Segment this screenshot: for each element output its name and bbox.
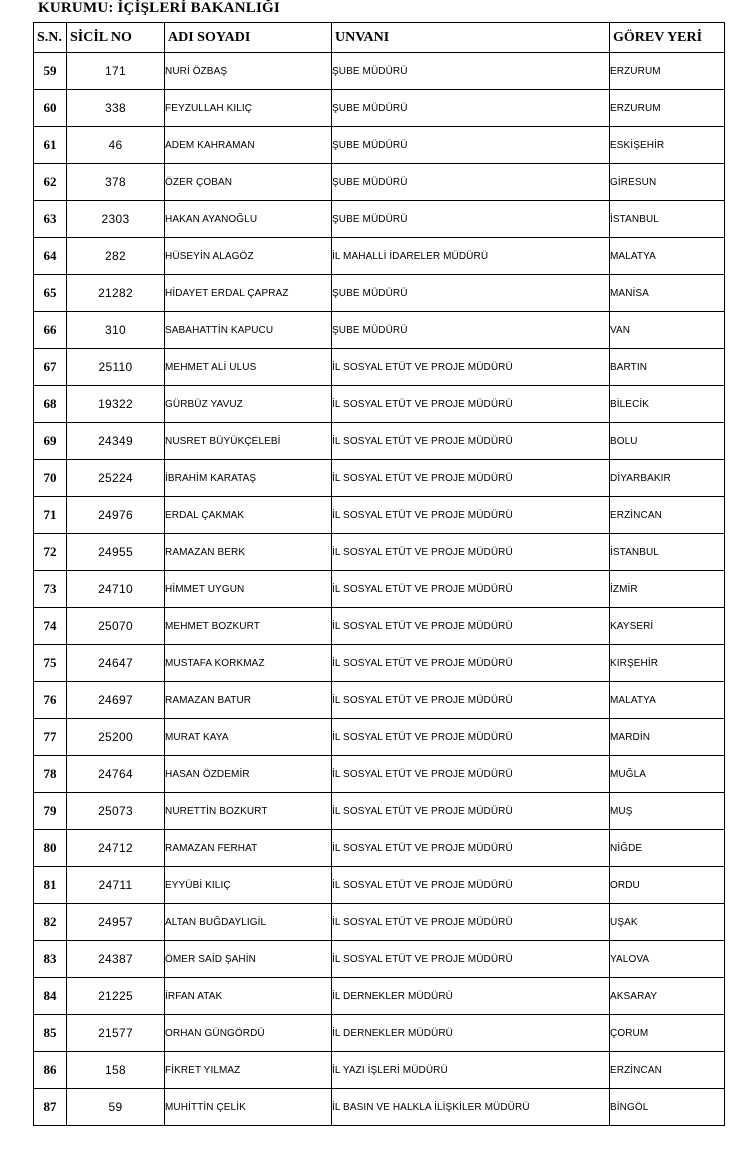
cell-sn: 70 xyxy=(34,460,67,497)
table-row xyxy=(34,534,725,571)
cell-adi-soyadi: NURETTİN BOZKURT xyxy=(165,793,332,830)
cell-sicil-no: 25224 xyxy=(67,460,165,497)
cell-adi-soyadi: HİDAYET ERDAL ÇAPRAZ xyxy=(165,275,332,312)
cell-gorev-yeri: ORDU xyxy=(610,867,725,904)
document-title: KURUMU: İÇİŞLERİ BAKANLIĞI xyxy=(38,0,280,16)
cell-unvani: İL SOSYAL ETÜT VE PROJE MÜDÜRÜ xyxy=(332,349,610,386)
cell-gorev-yeri: GİRESUN xyxy=(610,164,725,201)
cell-adi-soyadi: MEHMET ALİ ULUS xyxy=(165,349,332,386)
cell-unvani: İL SOSYAL ETÜT VE PROJE MÜDÜRÜ xyxy=(332,867,610,904)
table-row xyxy=(34,53,725,90)
cell-sn: 77 xyxy=(34,719,67,756)
cell-sicil-no: 158 xyxy=(67,1052,165,1089)
cell-sn: 86 xyxy=(34,1052,67,1089)
cell-sicil-no: 24647 xyxy=(67,645,165,682)
table-row xyxy=(34,127,725,164)
cell-unvani: İL YAZI İŞLERİ MÜDÜRÜ xyxy=(332,1052,610,1089)
table-row xyxy=(34,201,725,238)
header-adi-soyadi: ADI SOYADI xyxy=(165,23,332,53)
table-row xyxy=(34,571,725,608)
cell-sn: 79 xyxy=(34,793,67,830)
cell-unvani: ŞUBE MÜDÜRÜ xyxy=(332,164,610,201)
cell-sicil-no: 24955 xyxy=(67,534,165,571)
cell-gorev-yeri: MUŞ xyxy=(610,793,725,830)
cell-adi-soyadi: ERDAL ÇAKMAK xyxy=(165,497,332,534)
cell-sn: 59 xyxy=(34,53,67,90)
cell-adi-soyadi: MUSTAFA KORKMAZ xyxy=(165,645,332,682)
cell-sicil-no: 21577 xyxy=(67,1015,165,1052)
cell-sicil-no: 46 xyxy=(67,127,165,164)
cell-sn: 64 xyxy=(34,238,67,275)
table-row xyxy=(34,941,725,978)
header-sn: S.N. xyxy=(34,23,67,53)
cell-sicil-no: 24976 xyxy=(67,497,165,534)
cell-sn: 63 xyxy=(34,201,67,238)
cell-gorev-yeri: KIRŞEHİR xyxy=(610,645,725,682)
table-row xyxy=(34,867,725,904)
cell-sn: 72 xyxy=(34,534,67,571)
table-row xyxy=(34,164,725,201)
cell-unvani: İL BASIN VE HALKLA İLİŞKİLER MÜDÜRÜ xyxy=(332,1089,610,1126)
cell-sn: 66 xyxy=(34,312,67,349)
cell-sn: 76 xyxy=(34,682,67,719)
cell-gorev-yeri: İSTANBUL xyxy=(610,201,725,238)
cell-sicil-no: 310 xyxy=(67,312,165,349)
cell-unvani: İL SOSYAL ETÜT VE PROJE MÜDÜRÜ xyxy=(332,830,610,867)
cell-unvani: İL SOSYAL ETÜT VE PROJE MÜDÜRÜ xyxy=(332,608,610,645)
table-row xyxy=(34,756,725,793)
header-unvani: UNVANI xyxy=(332,23,610,53)
cell-gorev-yeri: MANİSA xyxy=(610,275,725,312)
table-row xyxy=(34,312,725,349)
cell-adi-soyadi: FEYZULLAH KILIÇ xyxy=(165,90,332,127)
cell-sicil-no: 24764 xyxy=(67,756,165,793)
cell-gorev-yeri: KAYSERİ xyxy=(610,608,725,645)
cell-sn: 65 xyxy=(34,275,67,312)
cell-unvani: İL SOSYAL ETÜT VE PROJE MÜDÜRÜ xyxy=(332,571,610,608)
cell-unvani: İL SOSYAL ETÜT VE PROJE MÜDÜRÜ xyxy=(332,386,610,423)
cell-gorev-yeri: DİYARBAKIR xyxy=(610,460,725,497)
cell-sn: 73 xyxy=(34,571,67,608)
cell-gorev-yeri: NİĞDE xyxy=(610,830,725,867)
cell-adi-soyadi: ÖMER SAİD ŞAHİN xyxy=(165,941,332,978)
cell-unvani: ŞUBE MÜDÜRÜ xyxy=(332,275,610,312)
cell-sicil-no: 25200 xyxy=(67,719,165,756)
cell-sicil-no: 282 xyxy=(67,238,165,275)
cell-unvani: İL SOSYAL ETÜT VE PROJE MÜDÜRÜ xyxy=(332,904,610,941)
cell-sicil-no: 21225 xyxy=(67,978,165,1015)
cell-gorev-yeri: İSTANBUL xyxy=(610,534,725,571)
cell-adi-soyadi: SABAHATTİN KAPUCU xyxy=(165,312,332,349)
table-row xyxy=(34,423,725,460)
cell-sn: 78 xyxy=(34,756,67,793)
cell-unvani: İL SOSYAL ETÜT VE PROJE MÜDÜRÜ xyxy=(332,793,610,830)
cell-gorev-yeri: MALATYA xyxy=(610,682,725,719)
header-sicil-no: SİCİL NO xyxy=(67,23,165,53)
cell-sicil-no: 24349 xyxy=(67,423,165,460)
cell-gorev-yeri: VAN xyxy=(610,312,725,349)
cell-gorev-yeri: ÇORUM xyxy=(610,1015,725,1052)
cell-sicil-no: 24957 xyxy=(67,904,165,941)
cell-sicil-no: 25110 xyxy=(67,349,165,386)
table-row xyxy=(34,793,725,830)
cell-unvani: İL SOSYAL ETÜT VE PROJE MÜDÜRÜ xyxy=(332,719,610,756)
cell-sicil-no: 25073 xyxy=(67,793,165,830)
cell-gorev-yeri: MARDİN xyxy=(610,719,725,756)
table-row xyxy=(34,386,725,423)
cell-adi-soyadi: RAMAZAN BATUR xyxy=(165,682,332,719)
header-gorev-yeri: GÖREV YERİ xyxy=(610,23,725,53)
cell-sicil-no: 338 xyxy=(67,90,165,127)
cell-adi-soyadi: MUHİTTİN ÇELİK xyxy=(165,1089,332,1126)
table-row xyxy=(34,1015,725,1052)
cell-sn: 74 xyxy=(34,608,67,645)
cell-gorev-yeri: MALATYA xyxy=(610,238,725,275)
cell-unvani: İL MAHALLİ İDARELER MÜDÜRÜ xyxy=(332,238,610,275)
cell-sicil-no: 24710 xyxy=(67,571,165,608)
cell-adi-soyadi: MURAT KAYA xyxy=(165,719,332,756)
table-row xyxy=(34,90,725,127)
table-row xyxy=(34,608,725,645)
cell-adi-soyadi: ORHAN GÜNGÖRDÜ xyxy=(165,1015,332,1052)
cell-unvani: İL SOSYAL ETÜT VE PROJE MÜDÜRÜ xyxy=(332,534,610,571)
cell-sicil-no: 2303 xyxy=(67,201,165,238)
cell-unvani: İL DERNEKLER MÜDÜRÜ xyxy=(332,1015,610,1052)
cell-sicil-no: 25070 xyxy=(67,608,165,645)
cell-sn: 60 xyxy=(34,90,67,127)
cell-sn: 85 xyxy=(34,1015,67,1052)
cell-adi-soyadi: İRFAN ATAK xyxy=(165,978,332,1015)
table-row xyxy=(34,645,725,682)
cell-adi-soyadi: HAKAN AYANOĞLU xyxy=(165,201,332,238)
cell-sicil-no: 21282 xyxy=(67,275,165,312)
table-row xyxy=(34,719,725,756)
cell-sn: 62 xyxy=(34,164,67,201)
table-row xyxy=(34,830,725,867)
table-row xyxy=(34,1052,725,1089)
cell-sicil-no: 24697 xyxy=(67,682,165,719)
table-header-row xyxy=(34,23,725,53)
cell-sn: 75 xyxy=(34,645,67,682)
cell-gorev-yeri: ERZİNCAN xyxy=(610,1052,725,1089)
cell-gorev-yeri: BARTIN xyxy=(610,349,725,386)
cell-adi-soyadi: NURİ ÖZBAŞ xyxy=(165,53,332,90)
cell-adi-soyadi: NUSRET BÜYÜKÇELEBİ xyxy=(165,423,332,460)
cell-sicil-no: 24711 xyxy=(67,867,165,904)
cell-adi-soyadi: ADEM KAHRAMAN xyxy=(165,127,332,164)
cell-unvani: ŞUBE MÜDÜRÜ xyxy=(332,127,610,164)
cell-sn: 69 xyxy=(34,423,67,460)
table-row xyxy=(34,682,725,719)
table-row xyxy=(34,238,725,275)
table-row xyxy=(34,497,725,534)
cell-sn: 71 xyxy=(34,497,67,534)
cell-adi-soyadi: HÜSEYİN ALAGÖZ xyxy=(165,238,332,275)
cell-unvani: ŞUBE MÜDÜRÜ xyxy=(332,312,610,349)
table-body xyxy=(34,53,725,1126)
cell-gorev-yeri: ERZURUM xyxy=(610,53,725,90)
cell-gorev-yeri: BOLU xyxy=(610,423,725,460)
cell-sn: 84 xyxy=(34,978,67,1015)
cell-adi-soyadi: RAMAZAN BERK xyxy=(165,534,332,571)
personnel-table xyxy=(33,22,725,1126)
cell-adi-soyadi: HASAN ÖZDEMİR xyxy=(165,756,332,793)
cell-adi-soyadi: MEHMET BOZKURT xyxy=(165,608,332,645)
cell-gorev-yeri: AKSARAY xyxy=(610,978,725,1015)
table-row xyxy=(34,904,725,941)
table-row xyxy=(34,349,725,386)
cell-sn: 67 xyxy=(34,349,67,386)
cell-sn: 83 xyxy=(34,941,67,978)
cell-gorev-yeri: ERZURUM xyxy=(610,90,725,127)
cell-sn: 61 xyxy=(34,127,67,164)
cell-adi-soyadi: FİKRET YILMAZ xyxy=(165,1052,332,1089)
cell-unvani: İL SOSYAL ETÜT VE PROJE MÜDÜRÜ xyxy=(332,682,610,719)
table-row xyxy=(34,275,725,312)
cell-adi-soyadi: GÜRBÜZ YAVUZ xyxy=(165,386,332,423)
cell-unvani: İL SOSYAL ETÜT VE PROJE MÜDÜRÜ xyxy=(332,423,610,460)
cell-gorev-yeri: İZMİR xyxy=(610,571,725,608)
cell-gorev-yeri: UŞAK xyxy=(610,904,725,941)
cell-gorev-yeri: ESKİŞEHİR xyxy=(610,127,725,164)
cell-gorev-yeri: YALOVA xyxy=(610,941,725,978)
cell-adi-soyadi: HİMMET UYGUN xyxy=(165,571,332,608)
cell-sicil-no: 171 xyxy=(67,53,165,90)
cell-adi-soyadi: ÖZER ÇOBAN xyxy=(165,164,332,201)
cell-unvani: İL SOSYAL ETÜT VE PROJE MÜDÜRÜ xyxy=(332,756,610,793)
cell-unvani: ŞUBE MÜDÜRÜ xyxy=(332,90,610,127)
cell-unvani: ŞUBE MÜDÜRÜ xyxy=(332,201,610,238)
cell-unvani: İL SOSYAL ETÜT VE PROJE MÜDÜRÜ xyxy=(332,941,610,978)
cell-unvani: İL DERNEKLER MÜDÜRÜ xyxy=(332,978,610,1015)
cell-adi-soyadi: EYYÜBİ KILIÇ xyxy=(165,867,332,904)
table-row xyxy=(34,460,725,497)
cell-sn: 82 xyxy=(34,904,67,941)
cell-sn: 87 xyxy=(34,1089,67,1126)
cell-sicil-no: 24387 xyxy=(67,941,165,978)
cell-gorev-yeri: BİNGÖL xyxy=(610,1089,725,1126)
cell-gorev-yeri: MUĞLA xyxy=(610,756,725,793)
cell-gorev-yeri: ERZİNCAN xyxy=(610,497,725,534)
cell-sicil-no: 378 xyxy=(67,164,165,201)
cell-sicil-no: 24712 xyxy=(67,830,165,867)
cell-sn: 81 xyxy=(34,867,67,904)
cell-sn: 68 xyxy=(34,386,67,423)
cell-adi-soyadi: İBRAHİM KARATAŞ xyxy=(165,460,332,497)
cell-unvani: ŞUBE MÜDÜRÜ xyxy=(332,53,610,90)
cell-adi-soyadi: RAMAZAN FERHAT xyxy=(165,830,332,867)
table-row xyxy=(34,1089,725,1126)
cell-unvani: İL SOSYAL ETÜT VE PROJE MÜDÜRÜ xyxy=(332,645,610,682)
cell-gorev-yeri: BİLECİK xyxy=(610,386,725,423)
cell-sicil-no: 19322 xyxy=(67,386,165,423)
cell-unvani: İL SOSYAL ETÜT VE PROJE MÜDÜRÜ xyxy=(332,497,610,534)
cell-sicil-no: 59 xyxy=(67,1089,165,1126)
table-row xyxy=(34,978,725,1015)
cell-sn: 80 xyxy=(34,830,67,867)
cell-unvani: İL SOSYAL ETÜT VE PROJE MÜDÜRÜ xyxy=(332,460,610,497)
cell-adi-soyadi: ALTAN BUĞDAYLIGİL xyxy=(165,904,332,941)
